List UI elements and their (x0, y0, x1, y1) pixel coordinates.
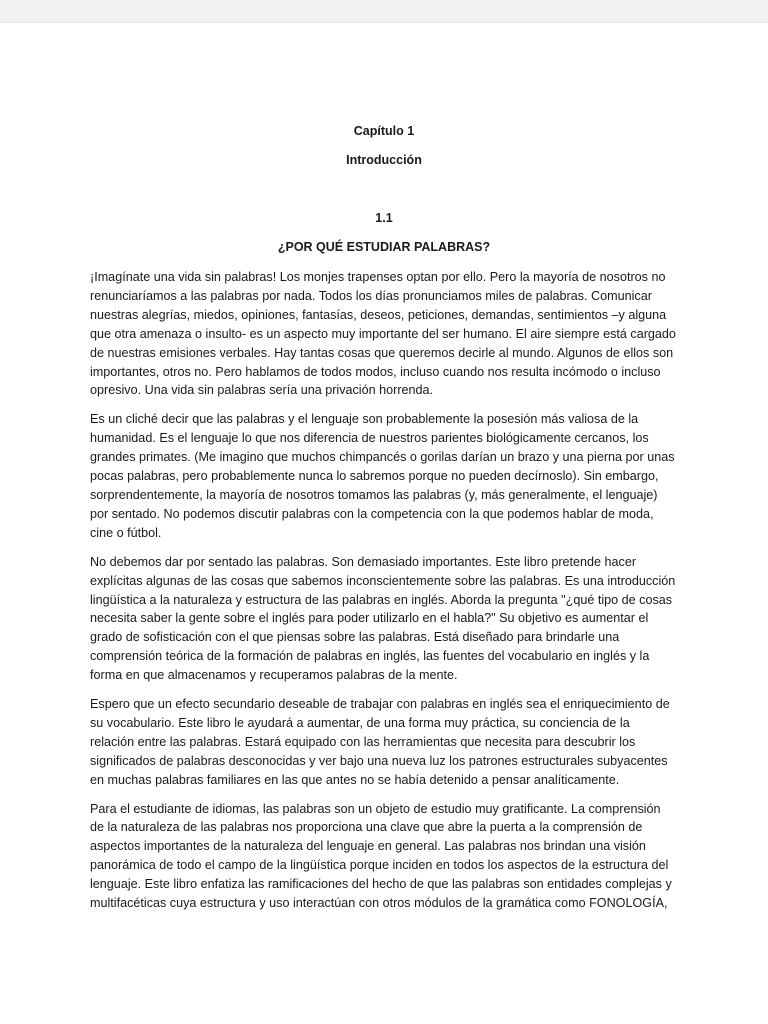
paragraph: Para el estudiante de idiomas, las palabras son un objeto de estudio muy gratificante. La comprensión de la naturaleza de las palabras nos proporciona una clave que abre la puerta a la comprensión de aspectos importantes de la naturaleza del lenguaje en general. Las palabras nos brindan una visión panorámica de todo el campo de la lingüística porque inciden en todos los aspectos de la estructura del lenguaje. Este libro enfatiza las ramificaciones del hecho de que las palabras son entidades complejas y multifacéticas cuya estructura y uso interactúan con otros módulos de la gramática como FONOLOGÍA, (90, 801, 672, 911)
body-text (90, 268, 676, 923)
paragraph: Es un cliché decir que las palabras y el lenguaje son probablemente la posesión más valiosa de la humanidad. Es el lenguaje lo que nos diferencia de nuestros parientes biológicamente cercanos, los grandes primates. (Me imagino que muchos chimpancés o gorilas darían un brazo y una pierna por unas pocas palabras, pero probablemente nunca lo sabremos porque no pueden decírnoslo). Sin embargo, sorprendentemente, la mayoría de nosotros tomamos las palabras (y, más generalmente, el lenguaje) por sentado. No podemos discutir palabras con la competencia con la que podemos hablar de moda, cine o fútbol. (90, 412, 675, 540)
paragraph: ¡Imagínate una vida sin palabras! Los monjes trapenses optan por ello. Pero la mayoría de nosotros no renunciaríamos a las palabras por nada. Todos los días pronunciamos miles de palabras. Comunicar nuestras alegrías, miedos, opiniones, fantasías, deseos, peticiones, demandas, sentimientos –y alguna que otra amenaza o insulto- es un aspecto muy importante del ser humano. El aire siempre está cargado de nuestras emisiones verbales. Hay tantas cosas que queremos decirle al mundo. Algunos de ellos son importantes, otros no. Pero hablamos de todos modos, incluso cuando nos resulta incómodo o incluso opresivo. Una vida sin palabras sería una privación horrenda. (90, 270, 676, 398)
chapter-title: Introducción (346, 153, 422, 167)
document-page (0, 23, 768, 1024)
section-title: ¿POR QUÉ ESTUDIAR PALABRAS? (277, 240, 491, 254)
paragraph: Espero que un efecto secundario deseable de trabajar con palabras en inglés sea el enriquecimiento de su vocabulario. Este libro le ayudará a aumentar, de una forma muy práctica, su conciencia de la relación entre las palabras. Estará equipado con las herramientas que necesita para descubrir los significados de palabras desconocidas y ver bajo una nueva luz los patrones estructurales subyacentes en muchas palabras familiares en las que antes no se había detenido a pensar analíticamente. (90, 697, 670, 787)
chapter-label: Capítulo 1 (353, 124, 415, 138)
paragraph: No debemos dar por sentado las palabras. Son demasiado importantes. Este libro pretende hacer explícitas algunas de las cosas que sabemos inconscientemente sobre las palabras. Es una introducción lingüística a la naturaleza y estructura de las palabras en inglés. Aborda la pregunta "¿qué tipo de cosas necesita saber la gente sobre el inglés para poder utilizarlo en el habla?" Su objetivo es aumentar el grado de sofisticación con el que piensas sobre las palabras. Está diseñado para brindarle una comprensión teórica de la formación de palabras en inglés, las fuentes del vocabulario en inglés y la forma en que almacenamos y recuperamos palabras de la mente. (90, 554, 676, 683)
section-number: 1.1 (375, 211, 393, 225)
viewer-toolbar (0, 0, 768, 23)
